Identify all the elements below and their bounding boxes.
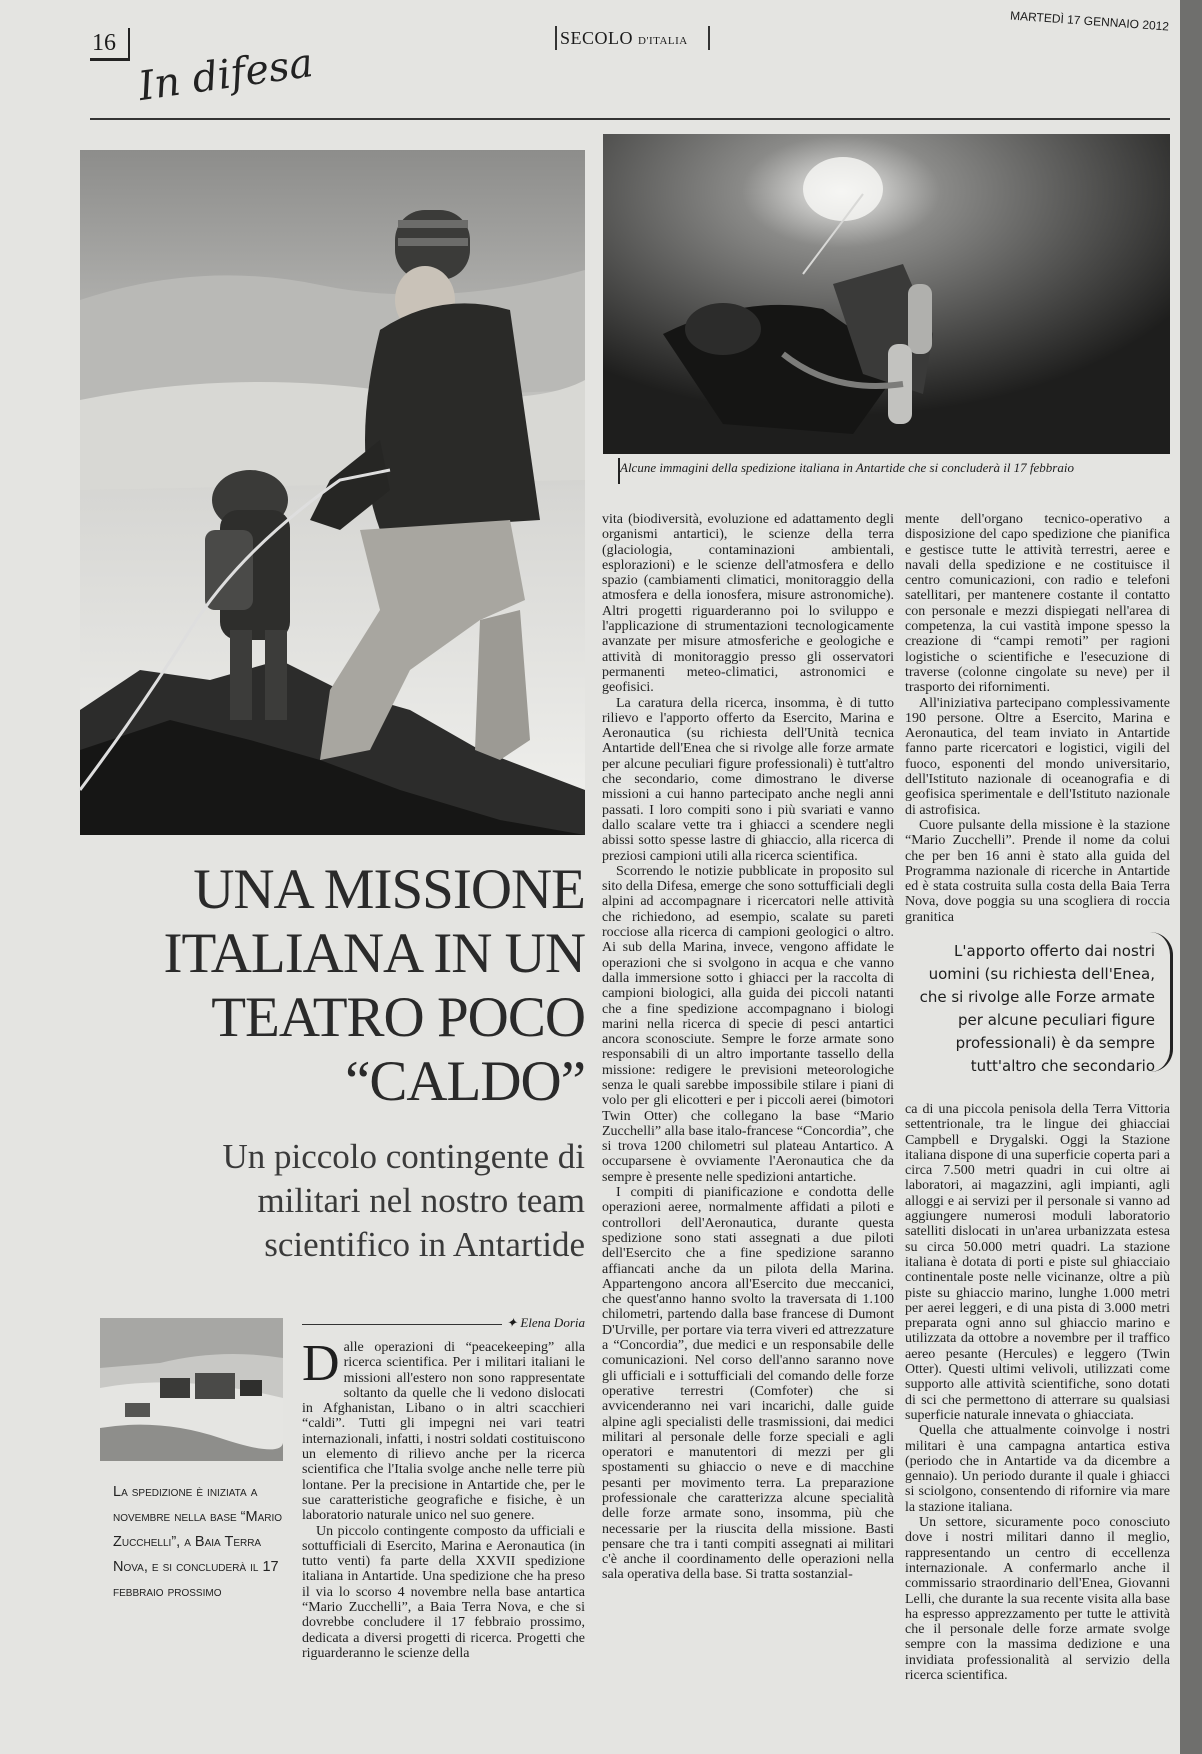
article-paragraph: Scorrendo le notizie pubblicate in proposito sul sito della Difesa, emerge che sono sottufficiali degli alpini ad accompagnare i ricercatori nelle attività che richiedono, ad esempio, scalate su pareti rocciose alla ricerca di campioni geologici o altro. Ai sub della Marina, invece, vengono affidate le operazioni che si svolgono in acqua e che vanno dalla immersione sotto i ghiacci per la raccolta di campioni biologici, alla guida dei piccoli natanti che a fine spedizione accompagnano i biologi marini nella ricerca di specie di pesci antartici ancora sconosciute. Sempre le forze armate sono responsabili di un altro importante tassello della missione: redigere le previsioni meteorologiche senza le quali sarebbe impossibile stilare i piani di volo per gli elicotteri e per i piccoli aerei (bimotori Twin Otter) che collegano la base “Mario Zucchelli” alla base italo-francese “Concordia”, che si trova 1200 chilometri sul plateau Antartico. A occuparsene è ovviamente l'Aeronautica che da sempre è presente nelle spedizioni antartiche.: [602, 863, 894, 1185]
photo-caption: Alcune immagini della spedizione italiana in Antartide che si concluderà il 17 febbraio: [620, 460, 1074, 475]
base-photo: [100, 1318, 283, 1461]
article-paragraph: Cuore pulsante della missione è la stazione “Mario Zucchelli”. Prende il nome da colui che per ben 16 anni è stato alla guida del Programma nazionale di ricerche in Antartide ed è stata costruita sulla costa della Baia Terra Nova, dove poggia su una scogliera di roccia granitica: [905, 817, 1170, 925]
article-paragraph: mente dell'organo tecnico-operativo a disposizione del capo spedizione che pianifica e gestisce tutte le attività terrestri, aeree e navali della spedizione e ne costituisce il centro comunicazioni, con radio e telefoni satellitari, per mantenere costante il contatto con personale e mezzi dispiegati nell'area di competenza, la cui vastità impone spesso la creazione di “campi remoti” per ragioni logistiche o scientifiche e l'esecuzione di traverse (colonne cingolate su neve) per il trasporto dei rifornimenti.: [905, 512, 1170, 696]
article-column-4: [905, 1102, 1170, 1748]
article-paragraph: I compiti di pianificazione e condotta delle operazioni aeree, normalmente affidati a piloti e controllori dell'Aeronautica, durante questa spedizione sono stati assegnati a due piloti dell'Esercito che a fine spedizione saranno affiancati anche da un pilota della Marina. Appartengono ancora all'Esercito due meccanici, che quest'anno hanno svolto la traversata di 1.100 chilometri, partendo dalla base francese di Dumont D'Urville, per portare via terra viveri ed attrezzature a “Concordia”, due medici e un responsabile delle comunicazioni. Nel corso dell'anno saranno nove gli ufficiali e i sottufficiali del comando delle forze operative terrestri (Comfoter) che si avvicenderanno nei vari incarichi, dalle guide alpine agli specialisti delle trasmissioni, dai medici militari al personale delle forze speciali e agli operatori e manutentori di mezzi per gli spostamenti su ghiaccio o neve e di macchine pesanti per movimento terra. La preparazione professionale che caratterizza alcune specialità delle forze armate sono, insomma, più che necessarie per la riuscita della missione. Basti pensare che tra i tanti compiti assegnati ai militari c'è anche il coordinamento delle operazioni nella sala operativa della base. Si tratta sostanzial-: [602, 1185, 894, 1583]
drop-cap: D: [302, 1335, 340, 1392]
article-paragraph: [302, 1335, 585, 1524]
article-paragraph: All'iniziativa partecipano complessivamente 190 persone. Oltre a Esercito, Marina e Aeronautica, del team inviato in Antartide fanno parte ricercatori e logistici, vigili del fuoco, esponenti del mondo universitario, dell'Istituto nazionale di oceanografia e di geofisica sperimentale e dell'Istituto nazionale di astrofisica.: [905, 695, 1170, 818]
pull-quote: L'apporto offerto dai nostri uomini (su richiesta dell'Enea, che si rivolge alle Forze armate per alcune peculiari figure professionali) è da sempre tutt'altro che secondario: [919, 942, 1155, 1075]
header-divider: [708, 26, 710, 50]
paragraph-text: alle operazioni di “peacekeeping” alla ricerca scientifica. Per i militari italiani le missioni all'estero non sono rappresentate soltanto da quelle che li vedono dislocati in Afghanistan, Libano o in altri scacchieri “caldi”. Tutti gli impegni nei vari teatri internazionali, infatti, i nostri soldati costituiscono un elemento di rilievo anche per la ricerca scientifica che l'Italia svolge anche nelle terre più lontane. Per la precisione in Antartide che, per le sue caratteristiche geografiche e fisiche, è un laboratorio naturale unico nel suo genere.: [302, 1340, 585, 1524]
header-rule: [90, 118, 1170, 120]
header-divider: [555, 26, 557, 50]
article-column-2: [602, 512, 894, 1748]
section-rubric: In difesa: [135, 40, 316, 110]
article-column-3: [905, 512, 1170, 925]
page-binding-shadow: [1180, 0, 1202, 1754]
subheadline: Un piccolo contingente di militari nel nostro team scientifico in Antartide: [222, 1137, 585, 1264]
newspaper-name: [560, 28, 688, 49]
newspaper-name-main: SECOLO: [560, 28, 634, 48]
divers-photo: [603, 134, 1170, 454]
climbers-photo: [80, 150, 585, 835]
article-paragraph: Un settore, sicuramente poco conosciuto dove i nostri militari danno il meglio, rappresentando un centro di eccellenza internazionale. A confermarlo anche il commissario straordinario dell'Enea, Giovanni Lelli, che durante la sua recente visita alla base ha espresso apprezzamento per tutte le attività che il personale delle forze armate svolge sempre con la massima dedizione e una invidiata professionalità al servizio della ricerca scientifica.: [905, 1515, 1170, 1683]
article-paragraph: vita (biodiversità, evoluzione ed adattamento degli organismi antartici), le scienze della terra (glaciologia, contaminazioni ambientali, esplorazioni) e le scienze dell'atmosfera e dello spazio (cambiamenti climatici, monitoraggio della atmosfera e della ionosfera, misure astronomiche). Altri progetti riguarderanno poi lo sviluppo e l'applicazione di strumentazioni tecnologicamente avanzate per misure atmosferiche e geologiche e attività di monitoraggio presso gli osservatori permanenti meteo-climatici, astronomici e geofisici.: [602, 512, 894, 696]
newspaper-name-suffix: D'ITALIA: [638, 35, 688, 47]
article-paragraph: La caratura della ricerca, insomma, è di tutto rilievo e l'apporto offerto da Esercito, Marina e Aeronautica (su richiesta dell'Unità tecnica Antartide dell'Enea che si rivolge alle forze armate per alcune peculiari figure professionali) è tutt'altro che secondario, come dimostrano le diverse missioni a cui hanno partecipato anche negli anni passati. I loro compiti sono i più svariati e vanno dallo scalare vette tra i ghiacci a scendere negli abissi sotto spesse lastre di ghiaccio, alla ricerca di preziosi campioni utili alla ricerca scientifica.: [602, 695, 894, 864]
page-number: 16: [92, 30, 116, 56]
byline: ✦ Elena Doria: [506, 1315, 585, 1330]
article-paragraph: Un piccolo contingente composto da ufficiali e sottufficiali di Esercito, Marina e Aeronautica (in tutto venti) fa parte della XXVII spedizione italiana in Antartide. Una spedizione che ha preso il via lo scorso 4 novembre nella base antartica “Mario Zucchelli”, a Baia Terra Nova, e che si dovrebbe concludere il 17 febbraio prossimo, dedicata a diversi progetti di ricerca. Progetti che riguarderanno le scienze della: [302, 1523, 585, 1661]
issue-date: MARTEDÌ 17 GENNAIO 2012: [1009, 8, 1170, 34]
article-paragraph: Quella che attualmente coinvolge i nostri militari è una campagna antartica estiva (periodo che in Antartide va da dicembre a gennaio). Un periodo durante il quale i ghiacci si sciolgono, consentendo di rifornire via mare la stazione italiana.: [905, 1423, 1170, 1515]
article-paragraph: ca di una piccola penisola della Terra Vittoria settentrionale, tra le lingue dei ghiacciai Campbell e Drygalski. Oggi la Stazione italiana dispone di una superficie coperta pari a circa 7.500 metri quadri in cui oltre ai laboratori, ai magazzini, agli impianti, agli alloggi e ai servizi per il personale si vanno ad aggiungere numerosi moduli laboratorio satelliti dislocati in un'area urbanizzata estesa su circa 50.000 metri quadri. La stazione italiana è dotata di porti e piste sul ghiacciaio continentale poste nelle vicinanze, oltre a più piste su ghiaccio marino, lunghe 1.000 metri per aerei leggeri, e di una pista di 3.000 metri preparata ogni anno sul ghiaccio marino e utilizzata da ottobre a novembre per il traffico aereo pesante (Hercules) e leggero (Twin Otter). Questi ultimi velivoli, utilizzati come supporto alle attività scientifiche, sono dotati di sci che permettono di atterrare su qualsiasi superficie naturale innevata o ghiacciata.: [905, 1102, 1170, 1423]
headline: UNA MISSIONE ITALIANA IN UN TEATRO POCO “CALDO”: [163, 858, 585, 1113]
article-column-1: [302, 1335, 585, 1748]
sidebar-note: La spedizione è iniziata a novembre nella base “Mario Zucchelli”, a Baia Terra Nova, e si concluderà il 17 febbraio prossimo: [113, 1484, 283, 1600]
